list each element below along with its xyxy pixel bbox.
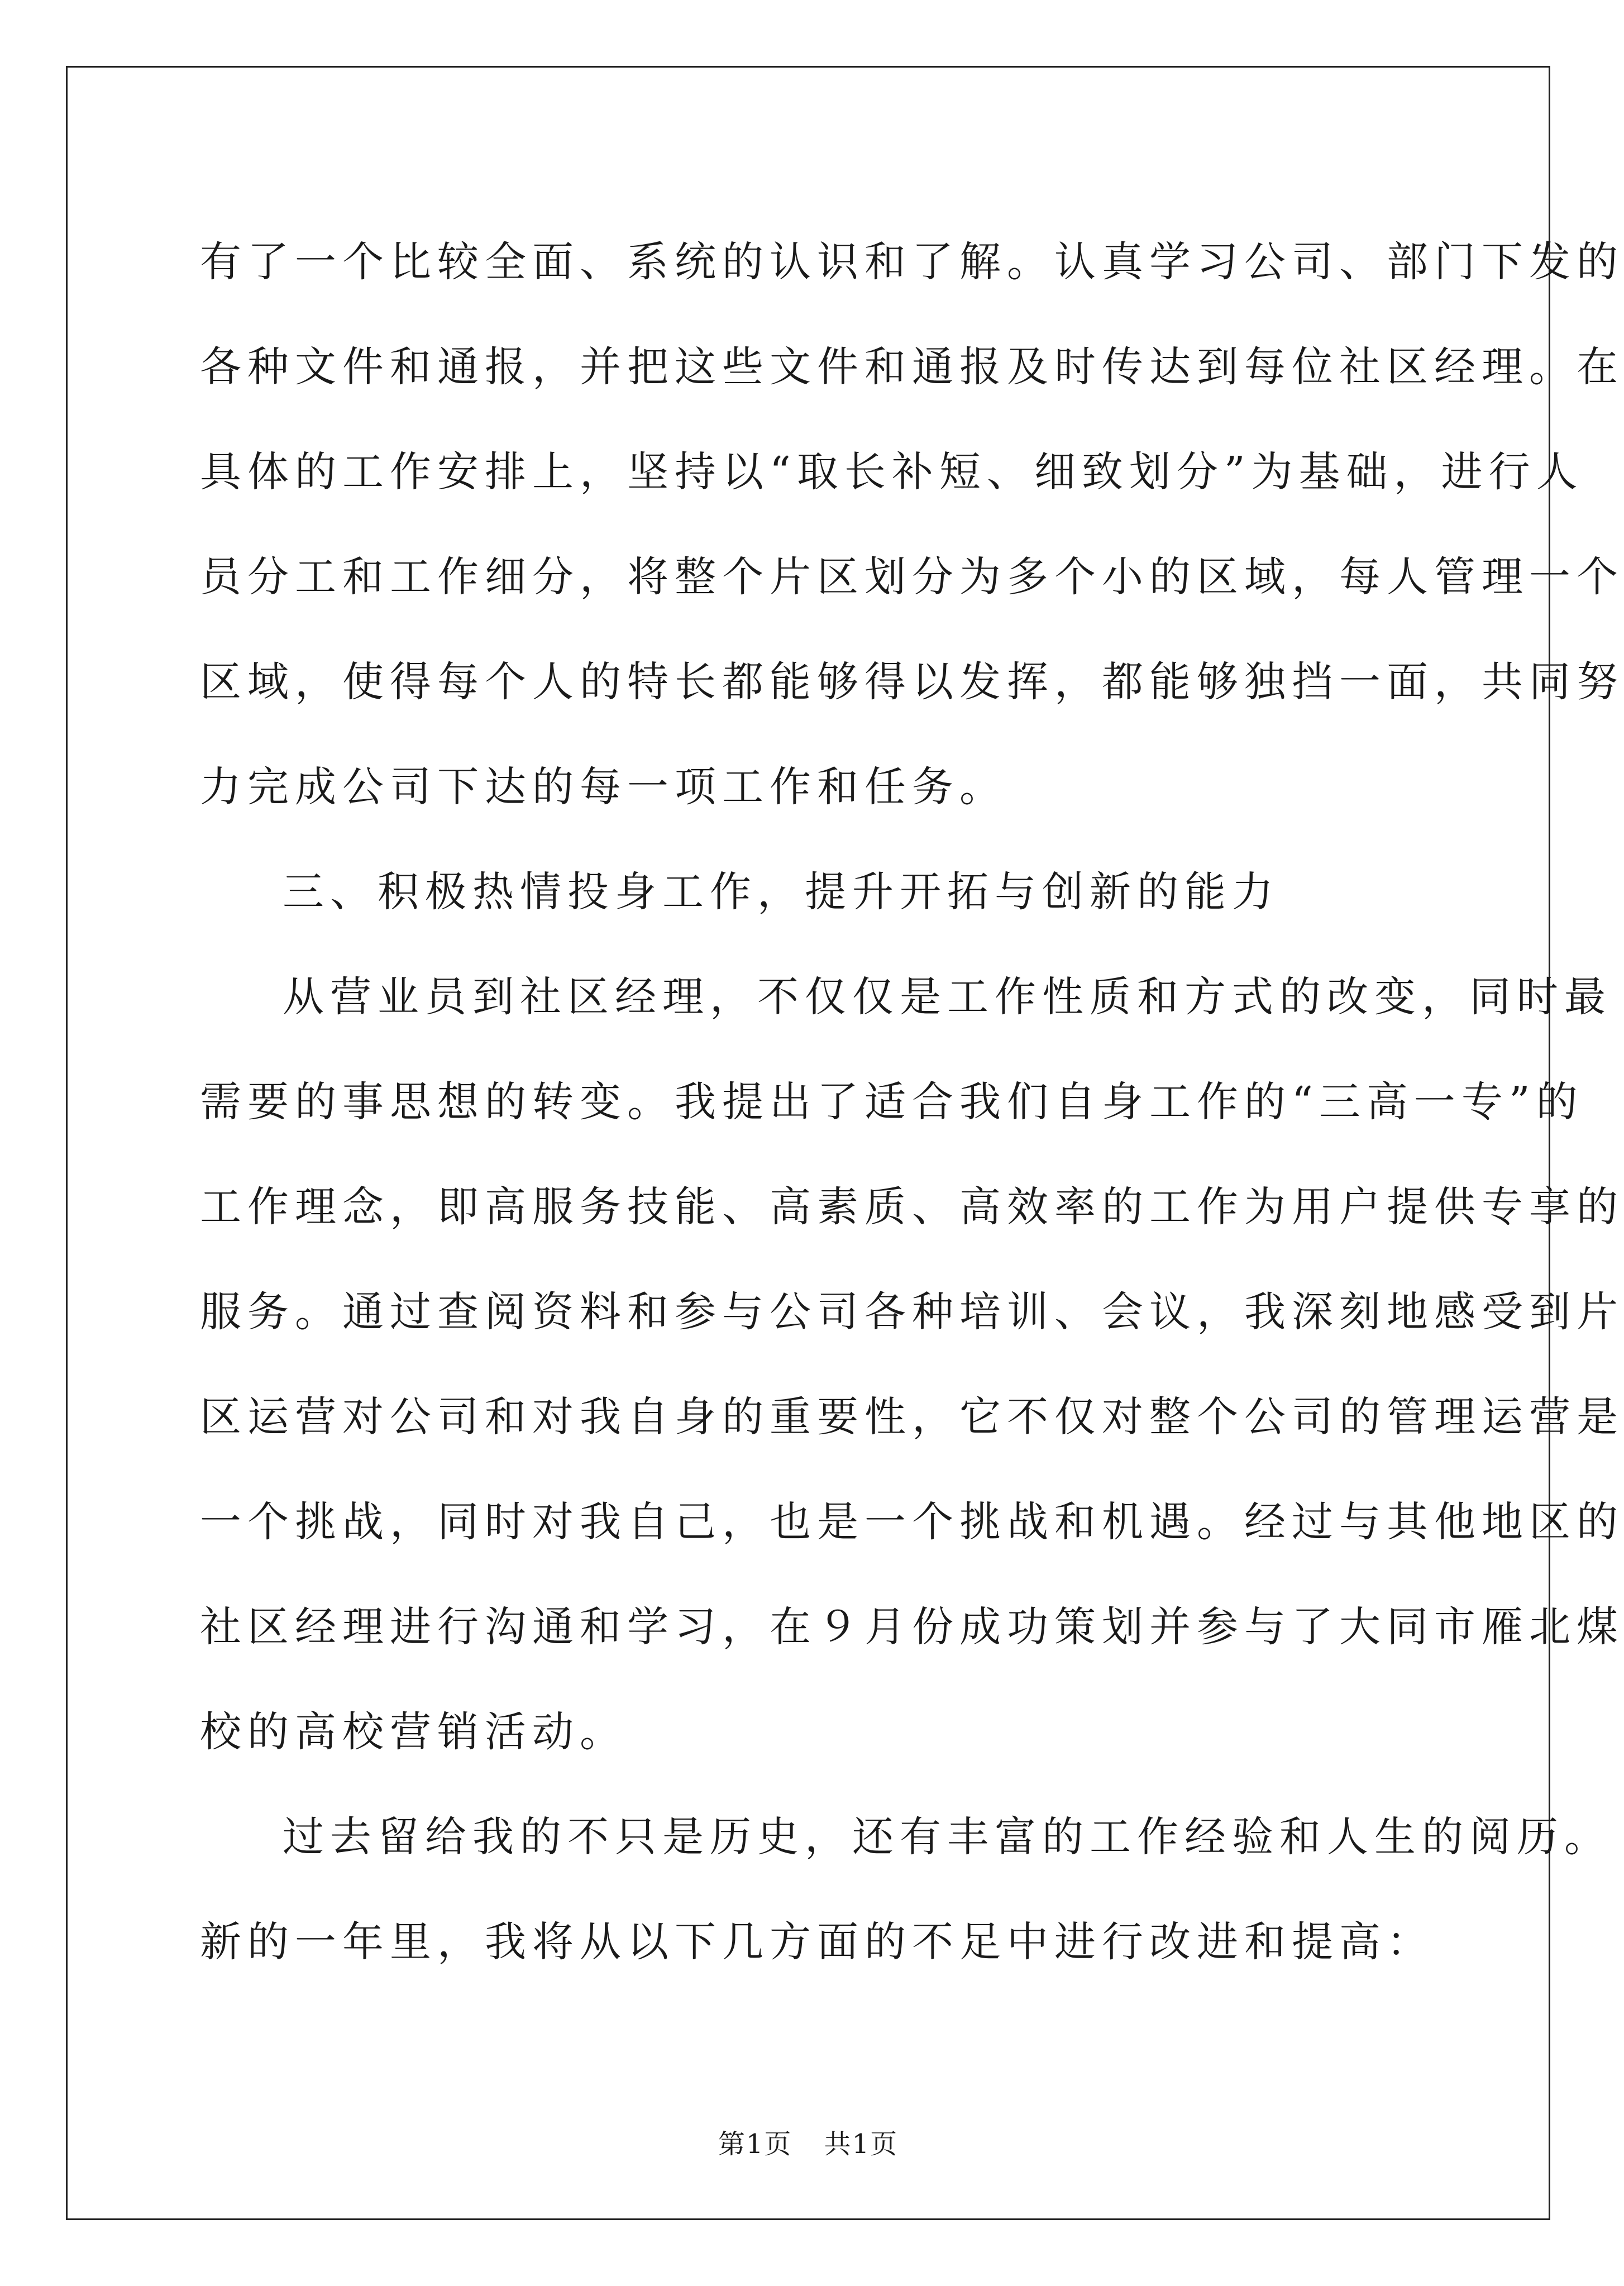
page-number: 第1页 — [718, 2128, 792, 2160]
text-line: 具体的工作安排上，坚持以“取长补短、细致划分”为基础，进行人 — [200, 448, 1584, 496]
text-line: 社区经理进行沟通和学习，在９月份成功策划并参与了大同市雁北煤 — [200, 1603, 1624, 1651]
page-footer — [0, 2122, 1616, 2161]
text-line: 一个挑战，同时对我自己，也是一个挑战和机遇。经过与其他地区的 — [200, 1498, 1624, 1546]
text-line: 过去留给我的不只是历史，还有丰富的工作经验和人生的阅历。 — [283, 1813, 1612, 1861]
text-line: 从营业员到社区经理，不仅仅是工作性质和方式的改变，同时最 — [283, 973, 1612, 1021]
text-line: 区域，使得每个人的特长都能够得以发挥，都能够独挡一面，共同努 — [200, 658, 1624, 706]
text-line: 校的高校营销活动。 — [200, 1708, 627, 1756]
text-line: 需要的事思想的转变。我提出了适合我们自身工作的“三高一专”的 — [200, 1078, 1584, 1126]
section-heading: 三、积极热情投身工作，提升开拓与创新的能力 — [283, 868, 1279, 916]
text-line: 工作理念，即高服务技能、高素质、高效率的工作为用户提供专享的 — [200, 1183, 1624, 1231]
text-line: 员分工和工作细分，将整个片区划分为多个小的区域，每人管理一个 — [200, 553, 1624, 601]
text-line: 有了一个比较全面、系统的认识和了解。认真学习公司、部门下发的 — [200, 238, 1624, 286]
text-line: 区运营对公司和对我自身的重要性，它不仅对整个公司的管理运营是 — [200, 1393, 1624, 1441]
text-line: 力完成公司下达的每一项工作和任务。 — [200, 763, 1007, 811]
text-line: 各种文件和通报，并把这些文件和通报及时传达到每位社区经理。在 — [200, 343, 1624, 391]
text-line: 新的一年里，我将从以下几方面的不足中进行改进和提高： — [200, 1918, 1434, 1966]
page-total: 共1页 — [824, 2128, 899, 2160]
document-body — [200, 209, 1624, 1994]
text-line: 服务。通过查阅资料和参与公司各种培训、会议，我深刻地感受到片 — [200, 1288, 1624, 1336]
